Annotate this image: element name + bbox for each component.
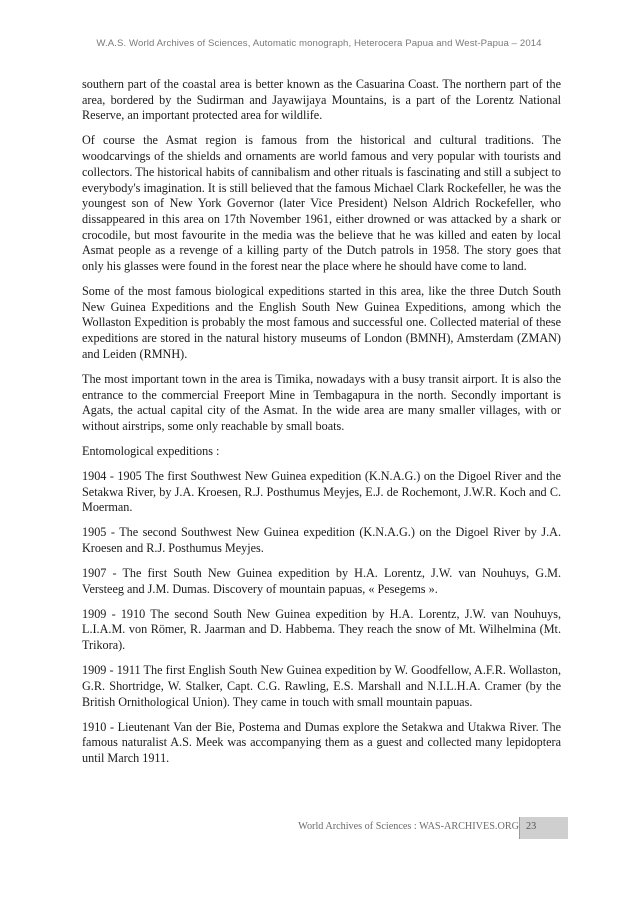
section-heading-entomological-expeditions: Entomological expeditions :	[82, 443, 220, 458]
page-number: 23	[526, 821, 537, 832]
footer-text: World Archives of Sciences : WAS-ARCHIVES.ORG	[298, 821, 519, 832]
paragraph-casuarina-coast: southern part of the coastal area is better known as the Casuarina Coast. The northern part of the area, bordered by the Sudirman and Jayawijaya Mountains, is a part of the Lorentz National Reserve, an important protected area for wildlife.	[82, 77, 561, 123]
page-number-box	[520, 817, 568, 839]
page-footer	[0, 817, 638, 839]
expedition-1909-1911: 1909 - 1911 The first English South New Guinea expedition by W. Goodfellow, A.F.R. Wollaston, G.R. Shortridge, W. Stalker, Capt. C.G. Rawling, E.S. Marshall and N.I.L.H.A. Cramer (by the British Ornithological Union). They came in touch with small mountain papuas.	[82, 663, 561, 709]
paragraph-timika: The most important town in the area is Timika, nowadays with a busy transit airport. It is also the entrance to the commercial Freeport Mine in Tembagapura in the north. Secondly important is Agats, the actual capital city of the Asmat. In the wide area are many smaller villages, with or without airstrips, some only reachable by small boats.	[82, 371, 561, 433]
body-text	[82, 77, 561, 776]
paragraph-biological-expeditions: Some of the most famous biological expeditions started in this area, like the three Dutch South New Guinea Expeditions and the English South New Guinea Expeditions, among which the Wollaston Expedition is probably the most famous and successful one. Collected material of these expeditions are stored in the natural history museums of London (BMNH), Amsterdam (ZMAN) and Leiden (RMNH).	[82, 284, 561, 361]
page-header: W.A.S. World Archives of Sciences, Automatic monograph, Heterocera Papua and West-Papua – 2014	[96, 38, 542, 49]
expedition-1909-1910: 1909 - 1910 The second South New Guinea expedition by H.A. Lorentz, J.W. van Nouhuys, L.I.A.M. von Römer, R. Jaarman and D. Habbema. They reach the snow of Mt. Wilhelmina (Mt. Trikora).	[82, 606, 561, 653]
expedition-1910: 1910 - Lieutenant Van der Bie, Postema and Dumas explore the Setakwa and Utakwa River. The famous naturalist A.S. Meek was accompanying them as a guest and collected many lepidoptera until March 1911.	[82, 719, 561, 765]
expedition-1907: 1907 - The first South New Guinea expedition by H.A. Lorentz, J.W. van Nouhuys, G.M. Versteeg and J.M. Dumas. Discovery of mountain papuas, « Pesegems ».	[82, 566, 561, 596]
expedition-1904-1905: 1904 - 1905 The first Southwest New Guinea expedition (K.N.A.G.) on the Digoel River and the Setakwa River, by J.A. Kroesen, R.J. Posthumus Meyjes, E.J. de Rochemont, J.W.R. Koch and C. Moerman.	[82, 468, 561, 515]
expedition-1905: 1905 - The second Southwest New Guinea expedition (K.N.A.G.) on the Digoel River by J.A. Kroesen and R.J. Posthumus Meyjes.	[82, 525, 561, 556]
paragraph-asmat-region: Of course the Asmat region is famous from the historical and cultural traditions. The woodcarvings of the shields and ornaments are world famous and very popular with tourists and collectors. The historical habits of cannibalism and other rituals is fascinating and still a subject to everybody's imagination. It is still believed that the famous Michael Clark Rockefeller, he was the youngest son of New York Governor (later Vice President) Nelson Aldrich Rockefeller, who dissappeared in this area on 17th November 1961, either drowned or was attacked by a shark or crocodile, but most favourite in the media was the believe that he was killed and eaten by local Asmat people as a revenge of a killing party of the Dutch patrols in 1958. The story goes that only his glasses were found in the forest near the place where he should have come to land.	[82, 133, 561, 274]
